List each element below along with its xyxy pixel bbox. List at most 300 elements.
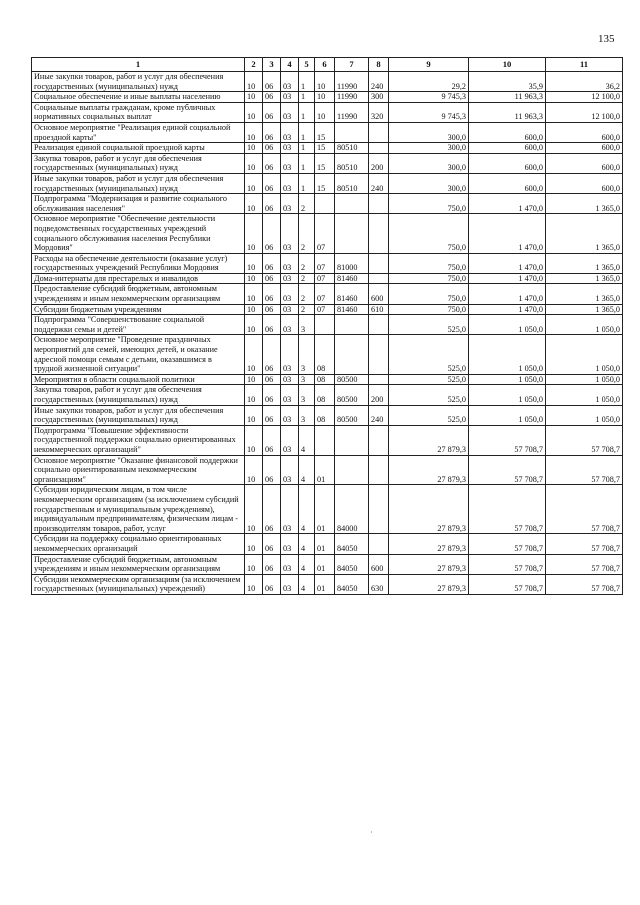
code-cell: 06: [263, 315, 281, 335]
budget-table: [31, 57, 623, 595]
amount-cell: 57 708,7: [469, 455, 546, 485]
code-cell: 84050: [335, 534, 369, 554]
amount-cell: 36,2: [546, 72, 623, 92]
amount-cell: 1 050,0: [469, 335, 546, 374]
code-cell: 2: [299, 253, 315, 273]
amount-cell: 57 708,7: [546, 574, 623, 594]
code-cell: 10: [245, 122, 263, 142]
code-cell: 81460: [335, 273, 369, 284]
amount-cell: 27 879,3: [389, 485, 469, 534]
code-cell: 08: [315, 405, 335, 425]
code-cell: [315, 315, 335, 335]
code-cell: 03: [281, 405, 299, 425]
code-cell: 80500: [335, 405, 369, 425]
code-cell: 01: [315, 574, 335, 594]
code-cell: 06: [263, 335, 281, 374]
row-name-cell: Субсидии юридическим лицам, в том числе некоммерческим организациям (за исключением субсидий государственным и муниципальным учреждениям), индивидуальным предпринимателям, физическим лицам - производителям товаров, работ, услуг: [32, 485, 245, 534]
code-cell: 06: [263, 374, 281, 385]
code-cell: 03: [281, 122, 299, 142]
code-cell: [369, 253, 389, 273]
amount-cell: 35,9: [469, 72, 546, 92]
code-cell: 1: [299, 122, 315, 142]
row-name-cell: Закупка товаров, работ и услуг для обеспечения государственных (муниципальных) нужд: [32, 153, 245, 173]
row-name-cell: Предоставление субсидий бюджетным, автономным учреждениям и иным некоммерческим организациям: [32, 554, 245, 574]
code-cell: 10: [245, 554, 263, 574]
table-row: [32, 315, 623, 335]
amount-cell: 11 963,3: [469, 102, 546, 122]
code-cell: 80510: [335, 153, 369, 173]
code-cell: 80510: [335, 143, 369, 154]
table-row: [32, 374, 623, 385]
row-name-cell: Мероприятия в области социальной политики: [32, 374, 245, 385]
code-cell: [335, 455, 369, 485]
amount-cell: 525,0: [389, 335, 469, 374]
code-cell: 11990: [335, 102, 369, 122]
row-name-cell: Дома-интернаты для престарелых и инвалидов: [32, 273, 245, 284]
code-cell: 06: [263, 284, 281, 304]
amount-cell: 525,0: [389, 315, 469, 335]
code-cell: 80510: [335, 173, 369, 193]
amount-cell: 600,0: [469, 122, 546, 142]
code-cell: 08: [315, 335, 335, 374]
code-cell: 03: [281, 374, 299, 385]
code-cell: 03: [281, 173, 299, 193]
table-row: [32, 273, 623, 284]
amount-cell: 600,0: [546, 122, 623, 142]
code-cell: 10: [315, 72, 335, 92]
column-header: 4: [281, 58, 299, 72]
code-cell: 3: [299, 315, 315, 335]
amount-cell: 1 365,0: [546, 304, 623, 315]
row-name-cell: Основное мероприятие "Оказание финансовой поддержки социально ориентированным некоммерческим организациям": [32, 455, 245, 485]
code-cell: 84050: [335, 554, 369, 574]
amount-cell: 9 745,3: [389, 102, 469, 122]
table-row: [32, 214, 623, 253]
code-cell: [369, 214, 389, 253]
code-cell: 10: [245, 574, 263, 594]
code-cell: 81460: [335, 284, 369, 304]
column-header: 11: [546, 58, 623, 72]
amount-cell: 9 745,3: [389, 92, 469, 103]
code-cell: 10: [245, 253, 263, 273]
amount-cell: 525,0: [389, 405, 469, 425]
amount-cell: 750,0: [389, 194, 469, 214]
table-row: [32, 534, 623, 554]
code-cell: 84050: [335, 574, 369, 594]
amount-cell: 1 050,0: [469, 385, 546, 405]
column-header: 6: [315, 58, 335, 72]
code-cell: 81000: [335, 253, 369, 273]
code-cell: 2: [299, 214, 315, 253]
table-row: [32, 253, 623, 273]
code-cell: 06: [263, 102, 281, 122]
table-row: [32, 405, 623, 425]
code-cell: 01: [315, 485, 335, 534]
code-cell: 10: [245, 304, 263, 315]
code-cell: 15: [315, 173, 335, 193]
amount-cell: 57 708,7: [469, 574, 546, 594]
column-header: 10: [469, 58, 546, 72]
code-cell: [369, 143, 389, 154]
row-name-cell: Социальное обеспечение и иные выплаты населению: [32, 92, 245, 103]
code-cell: 15: [315, 122, 335, 142]
code-cell: 03: [281, 194, 299, 214]
code-cell: 10: [245, 92, 263, 103]
amount-cell: 27 879,3: [389, 455, 469, 485]
amount-cell: 29,2: [389, 72, 469, 92]
code-cell: 06: [263, 405, 281, 425]
column-header: 9: [389, 58, 469, 72]
table-row: [32, 173, 623, 193]
amount-cell: 1 470,0: [469, 284, 546, 304]
code-cell: 4: [299, 554, 315, 574]
amount-cell: 57 708,7: [469, 425, 546, 455]
column-header: 3: [263, 58, 281, 72]
code-cell: [335, 214, 369, 253]
code-cell: 06: [263, 425, 281, 455]
amount-cell: 1 365,0: [546, 284, 623, 304]
code-cell: [369, 534, 389, 554]
code-cell: 06: [263, 122, 281, 142]
code-cell: 10: [245, 102, 263, 122]
code-cell: 03: [281, 153, 299, 173]
code-cell: 2: [299, 284, 315, 304]
amount-cell: 525,0: [389, 385, 469, 405]
amount-cell: 27 879,3: [389, 574, 469, 594]
code-cell: 10: [245, 173, 263, 193]
code-cell: 200: [369, 153, 389, 173]
amount-cell: 1 470,0: [469, 214, 546, 253]
amount-cell: 525,0: [389, 374, 469, 385]
amount-cell: 57 708,7: [546, 455, 623, 485]
code-cell: 2: [299, 273, 315, 284]
code-cell: [369, 122, 389, 142]
code-cell: 03: [281, 253, 299, 273]
code-cell: 10: [245, 385, 263, 405]
code-cell: 4: [299, 425, 315, 455]
code-cell: 08: [315, 385, 335, 405]
amount-cell: 600,0: [469, 153, 546, 173]
table-row: [32, 72, 623, 92]
amount-cell: 27 879,3: [389, 554, 469, 574]
amount-cell: 27 879,3: [389, 534, 469, 554]
code-cell: 06: [263, 304, 281, 315]
code-cell: 81460: [335, 304, 369, 315]
code-cell: 06: [263, 574, 281, 594]
amount-cell: 600,0: [546, 143, 623, 154]
amount-cell: 12 100,0: [546, 102, 623, 122]
code-cell: 80500: [335, 374, 369, 385]
code-cell: [315, 194, 335, 214]
table-row: [32, 284, 623, 304]
code-cell: 3: [299, 374, 315, 385]
row-name-cell: Субсидии на поддержку социально ориентированных некоммерческих организаций: [32, 534, 245, 554]
table-row: [32, 385, 623, 405]
bottom-mark: ·: [370, 828, 373, 837]
code-cell: 06: [263, 455, 281, 485]
code-cell: [335, 194, 369, 214]
amount-cell: 11 963,3: [469, 92, 546, 103]
code-cell: 03: [281, 284, 299, 304]
table-row: [32, 455, 623, 485]
amount-cell: 1 365,0: [546, 273, 623, 284]
amount-cell: 1 050,0: [546, 315, 623, 335]
code-cell: 240: [369, 405, 389, 425]
code-cell: 10: [245, 153, 263, 173]
column-header: 7: [335, 58, 369, 72]
table-row: [32, 304, 623, 315]
row-name-cell: Социальные выплаты гражданам, кроме публичных нормативных социальных выплат: [32, 102, 245, 122]
row-name-cell: Реализация единой социальной проездной карты: [32, 143, 245, 154]
amount-cell: 1 365,0: [546, 214, 623, 253]
code-cell: 10: [315, 102, 335, 122]
row-name-cell: Иные закупки товаров, работ и услуг для обеспечения государственных (муниципальных) нужд: [32, 405, 245, 425]
amount-cell: 750,0: [389, 214, 469, 253]
table-row: [32, 153, 623, 173]
code-cell: 10: [245, 194, 263, 214]
code-cell: 84000: [335, 485, 369, 534]
code-cell: 03: [281, 534, 299, 554]
code-cell: 600: [369, 284, 389, 304]
row-name-cell: Субсидии бюджетным учреждениям: [32, 304, 245, 315]
amount-cell: 57 708,7: [546, 425, 623, 455]
amount-cell: 750,0: [389, 304, 469, 315]
code-cell: 06: [263, 72, 281, 92]
code-cell: 03: [281, 214, 299, 253]
table-row: [32, 102, 623, 122]
amount-cell: 300,0: [389, 173, 469, 193]
amount-cell: 1 365,0: [546, 194, 623, 214]
code-cell: 06: [263, 143, 281, 154]
table-row: [32, 194, 623, 214]
code-cell: [369, 485, 389, 534]
table-row: [32, 122, 623, 142]
code-cell: 06: [263, 173, 281, 193]
table-body: [32, 72, 623, 595]
code-cell: 4: [299, 485, 315, 534]
column-header: 1: [32, 58, 245, 72]
code-cell: 06: [263, 153, 281, 173]
amount-cell: 12 100,0: [546, 92, 623, 103]
row-name-cell: Основное мероприятие "Проведение праздничных мероприятий для семей, имеющих детей, и оказание адресной помощи семьям с детьми, оказавшимся в трудной жизненной ситуации": [32, 335, 245, 374]
code-cell: 11990: [335, 72, 369, 92]
code-cell: 03: [281, 102, 299, 122]
code-cell: [369, 425, 389, 455]
code-cell: 10: [245, 405, 263, 425]
code-cell: 01: [315, 534, 335, 554]
amount-cell: 57 708,7: [469, 534, 546, 554]
code-cell: 10: [245, 214, 263, 253]
amount-cell: 1 470,0: [469, 194, 546, 214]
amount-cell: 57 708,7: [469, 554, 546, 574]
row-name-cell: Расходы на обеспечение деятельности (оказание услуг) государственных учреждений Республики Мордовия: [32, 253, 245, 273]
code-cell: [335, 425, 369, 455]
column-header: 8: [369, 58, 389, 72]
code-cell: [369, 455, 389, 485]
code-cell: 03: [281, 574, 299, 594]
row-name-cell: Подпрограмма "Повышение эффективности государственной поддержки социально ориентированных некоммерческих организаций": [32, 425, 245, 455]
code-cell: 07: [315, 273, 335, 284]
code-cell: [369, 335, 389, 374]
code-cell: 10: [245, 425, 263, 455]
code-cell: 06: [263, 273, 281, 284]
code-cell: [315, 425, 335, 455]
code-cell: 03: [281, 315, 299, 335]
code-cell: 10: [245, 485, 263, 534]
row-name-cell: Основное мероприятие "Обеспечение деятельности подведомственных государственных учреждений социального обслуживания населения Республики Мордовия": [32, 214, 245, 253]
row-name-cell: Иные закупки товаров, работ и услуг для обеспечения государственных (муниципальных) нужд: [32, 173, 245, 193]
row-name-cell: Подпрограмма "Совершенствование социальной поддержки семьи и детей": [32, 315, 245, 335]
table-row: [32, 485, 623, 534]
code-cell: 08: [315, 374, 335, 385]
amount-cell: 1 470,0: [469, 304, 546, 315]
code-cell: 03: [281, 143, 299, 154]
code-cell: 06: [263, 253, 281, 273]
amount-cell: 57 708,7: [546, 554, 623, 574]
code-cell: 10: [245, 273, 263, 284]
code-cell: 10: [245, 335, 263, 374]
amount-cell: 300,0: [389, 153, 469, 173]
code-cell: 03: [281, 455, 299, 485]
code-cell: 03: [281, 92, 299, 103]
code-cell: 10: [245, 374, 263, 385]
row-name-cell: Основное мероприятие "Реализация единой социальной проездной карты": [32, 122, 245, 142]
code-cell: 1: [299, 173, 315, 193]
amount-cell: 300,0: [389, 122, 469, 142]
code-cell: 1: [299, 143, 315, 154]
code-cell: 06: [263, 554, 281, 574]
code-cell: [369, 194, 389, 214]
code-cell: 10: [245, 315, 263, 335]
code-cell: 01: [315, 554, 335, 574]
code-cell: 2: [299, 304, 315, 315]
code-cell: 06: [263, 92, 281, 103]
code-cell: 4: [299, 574, 315, 594]
code-cell: [369, 315, 389, 335]
row-name-cell: Предоставление субсидий бюджетным, автономным учреждениям и иным некоммерческим организациям: [32, 284, 245, 304]
code-cell: 07: [315, 304, 335, 315]
amount-cell: 1 050,0: [469, 374, 546, 385]
code-cell: 10: [245, 534, 263, 554]
code-cell: 300: [369, 92, 389, 103]
code-cell: 03: [281, 304, 299, 315]
row-name-cell: Закупка товаров, работ и услуг для обеспечения государственных (муниципальных) нужд: [32, 385, 245, 405]
amount-cell: 1 470,0: [469, 273, 546, 284]
code-cell: 03: [281, 554, 299, 574]
amount-cell: 1 050,0: [546, 335, 623, 374]
code-cell: 320: [369, 102, 389, 122]
table-row: [32, 143, 623, 154]
code-cell: 15: [315, 153, 335, 173]
code-cell: 06: [263, 194, 281, 214]
code-cell: [369, 273, 389, 284]
code-cell: 610: [369, 304, 389, 315]
code-cell: 240: [369, 173, 389, 193]
column-header: 2: [245, 58, 263, 72]
code-cell: 1: [299, 92, 315, 103]
amount-cell: 1 050,0: [469, 315, 546, 335]
code-cell: 630: [369, 574, 389, 594]
amount-cell: 1 050,0: [546, 374, 623, 385]
header-row: [32, 58, 623, 72]
code-cell: 06: [263, 534, 281, 554]
code-cell: 06: [263, 214, 281, 253]
page-number: 135: [598, 33, 615, 45]
amount-cell: 300,0: [389, 143, 469, 154]
code-cell: 06: [263, 385, 281, 405]
amount-cell: 600,0: [469, 143, 546, 154]
code-cell: 03: [281, 385, 299, 405]
code-cell: 03: [281, 485, 299, 534]
code-cell: 1: [299, 153, 315, 173]
code-cell: 80500: [335, 385, 369, 405]
code-cell: 03: [281, 425, 299, 455]
code-cell: 06: [263, 485, 281, 534]
code-cell: 03: [281, 335, 299, 374]
amount-cell: 750,0: [389, 273, 469, 284]
amount-cell: 1 050,0: [546, 405, 623, 425]
code-cell: 07: [315, 214, 335, 253]
code-cell: [369, 374, 389, 385]
amount-cell: 1 470,0: [469, 253, 546, 273]
code-cell: 200: [369, 385, 389, 405]
code-cell: 600: [369, 554, 389, 574]
code-cell: 3: [299, 385, 315, 405]
amount-cell: 1 050,0: [546, 385, 623, 405]
code-cell: [335, 315, 369, 335]
code-cell: 01: [315, 455, 335, 485]
code-cell: 07: [315, 253, 335, 273]
amount-cell: 1 365,0: [546, 253, 623, 273]
amount-cell: 1 050,0: [469, 405, 546, 425]
code-cell: 10: [245, 72, 263, 92]
code-cell: 07: [315, 284, 335, 304]
amount-cell: 27 879,3: [389, 425, 469, 455]
code-cell: 03: [281, 273, 299, 284]
code-cell: [335, 122, 369, 142]
code-cell: 3: [299, 405, 315, 425]
amount-cell: 750,0: [389, 253, 469, 273]
code-cell: 4: [299, 534, 315, 554]
amount-cell: 57 708,7: [546, 534, 623, 554]
code-cell: 2: [299, 194, 315, 214]
code-cell: [335, 335, 369, 374]
code-cell: 1: [299, 102, 315, 122]
code-cell: 10: [245, 455, 263, 485]
amount-cell: 57 708,7: [469, 485, 546, 534]
amount-cell: 750,0: [389, 284, 469, 304]
amount-cell: 600,0: [546, 173, 623, 193]
code-cell: 10: [245, 143, 263, 154]
table-row: [32, 574, 623, 594]
code-cell: 10: [245, 284, 263, 304]
code-cell: 15: [315, 143, 335, 154]
code-cell: 10: [315, 92, 335, 103]
code-cell: 240: [369, 72, 389, 92]
table-row: [32, 92, 623, 103]
code-cell: 1: [299, 72, 315, 92]
row-name-cell: Субсидии некоммерческим организациям (за исключением государственных (муниципальных) учреждений): [32, 574, 245, 594]
code-cell: 4: [299, 455, 315, 485]
code-cell: 11990: [335, 92, 369, 103]
row-name-cell: Иные закупки товаров, работ и услуг для обеспечения государственных (муниципальных) нужд: [32, 72, 245, 92]
table-row: [32, 425, 623, 455]
amount-cell: 600,0: [469, 173, 546, 193]
amount-cell: 57 708,7: [546, 485, 623, 534]
column-header: 5: [299, 58, 315, 72]
code-cell: 3: [299, 335, 315, 374]
table-row: [32, 335, 623, 374]
